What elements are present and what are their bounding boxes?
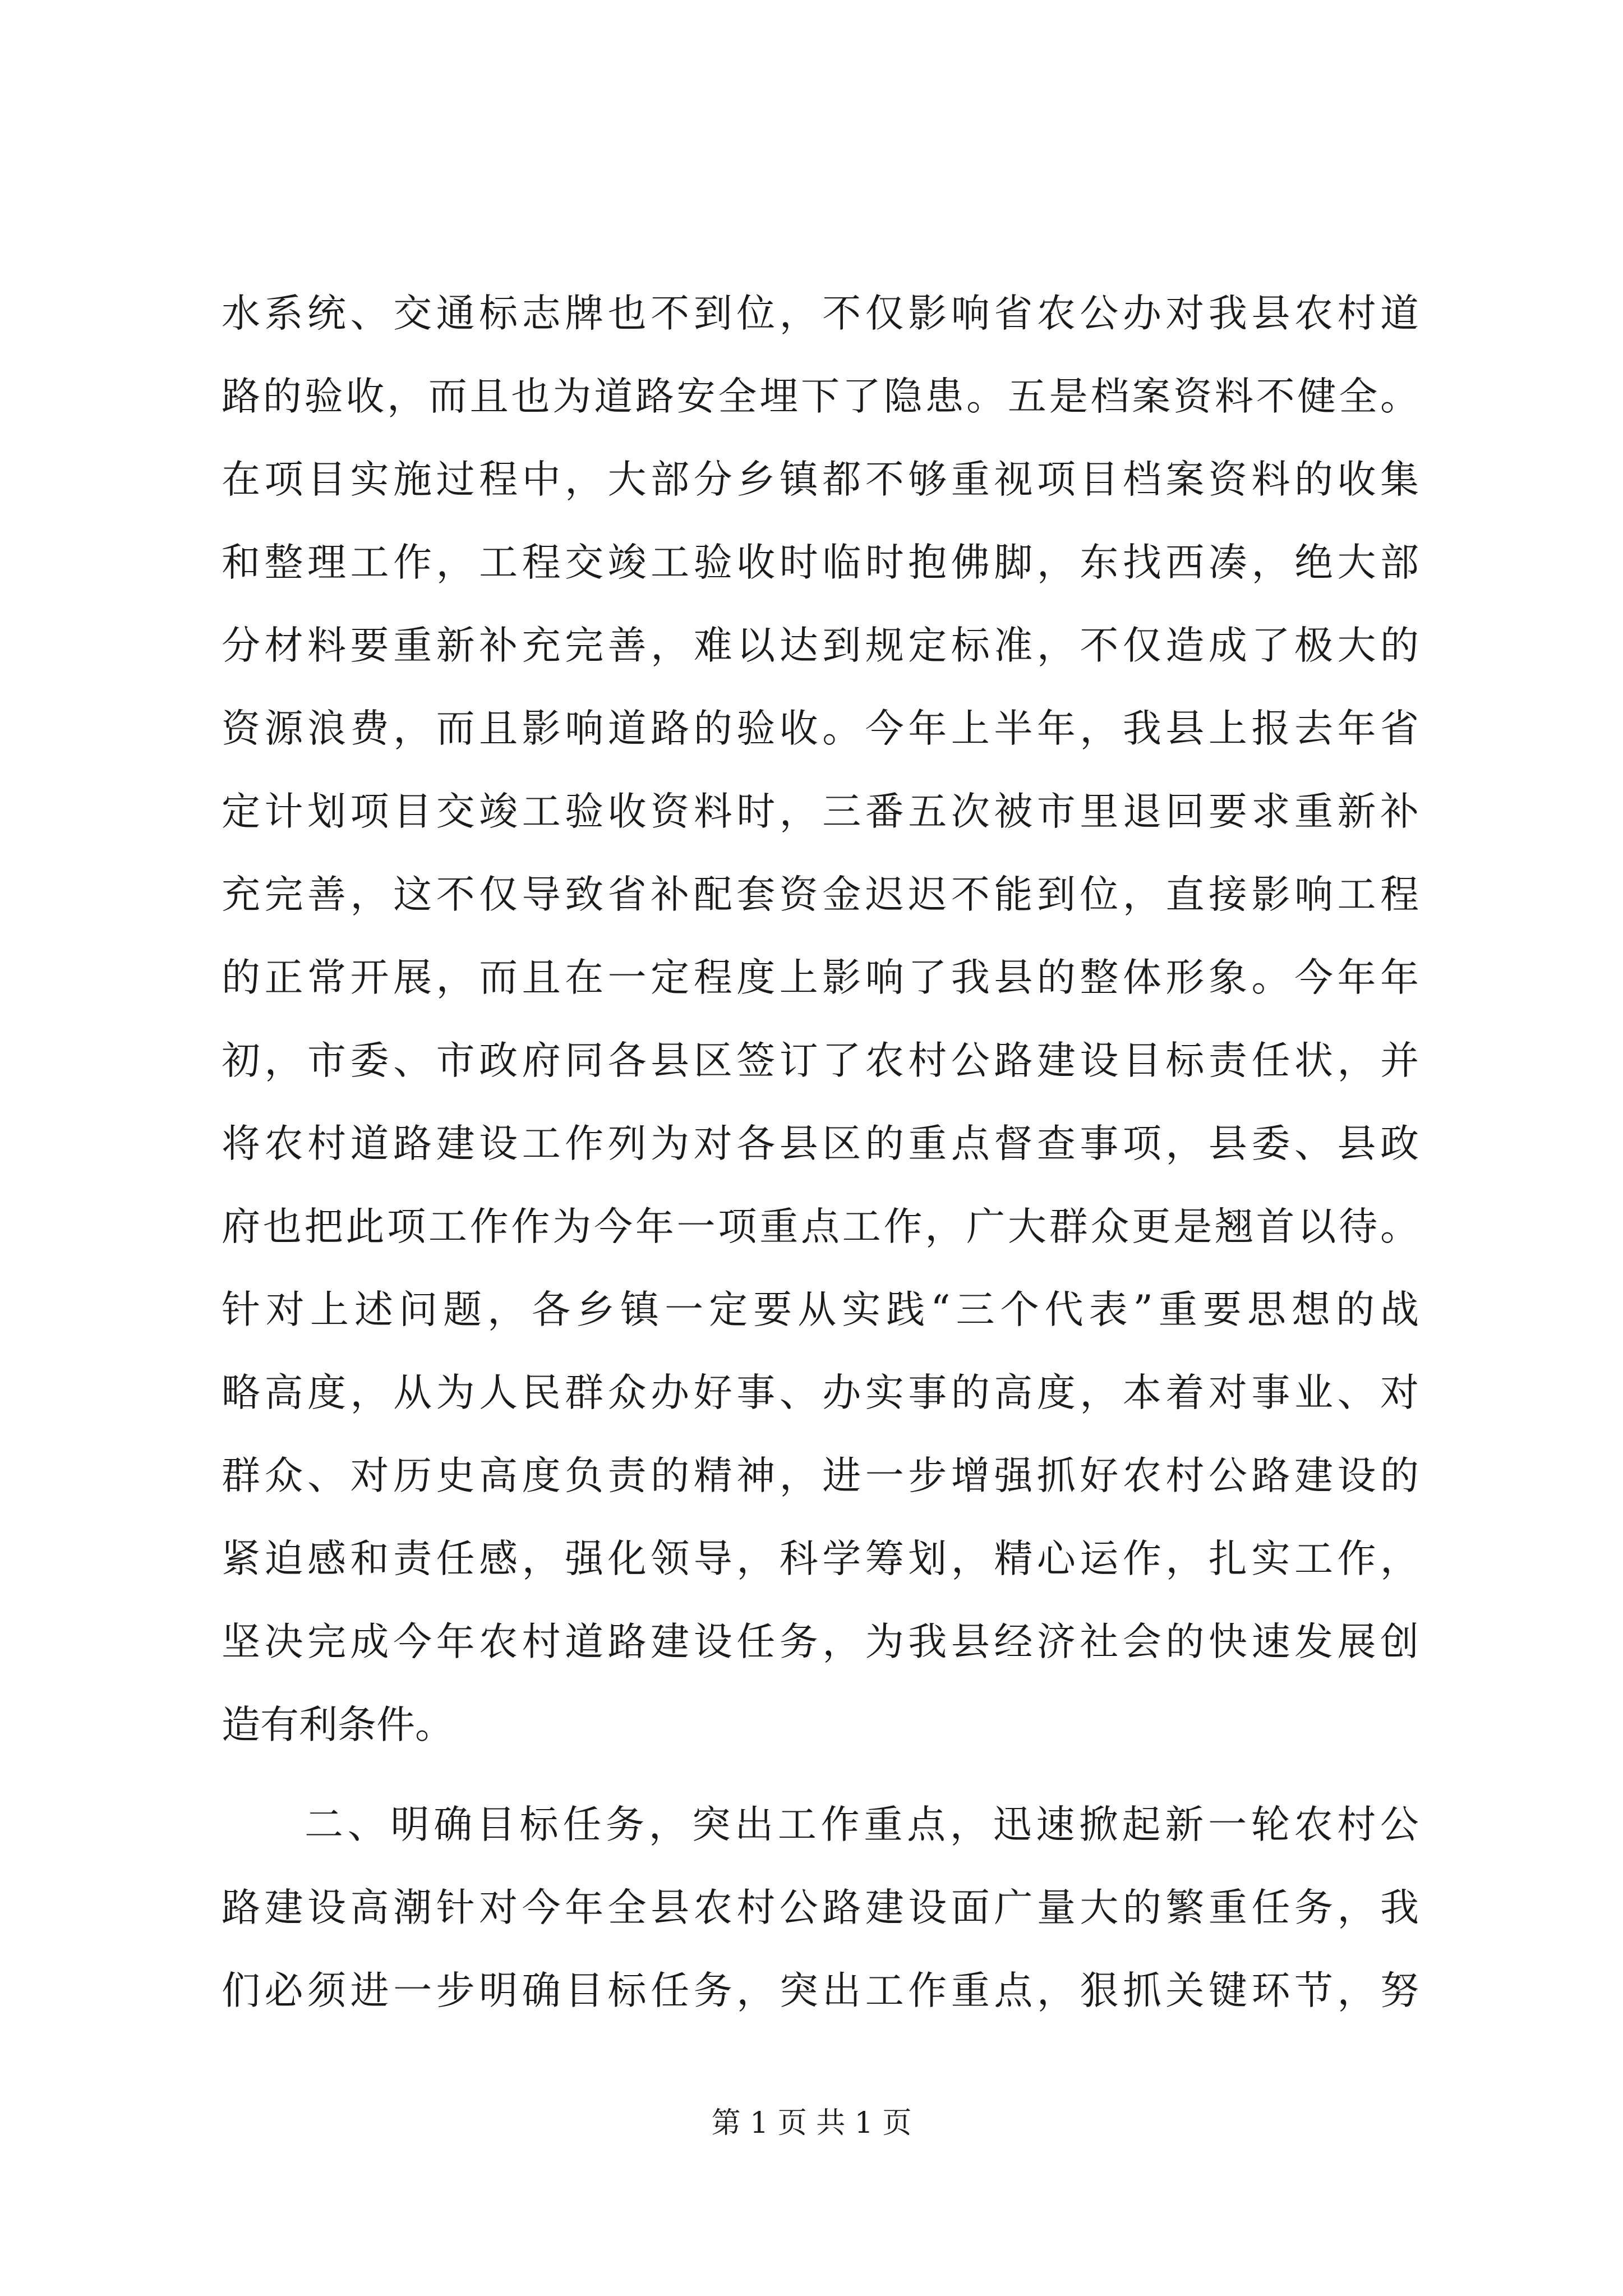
text-line: 针对上述问题，各乡镇一定要从实践“三个代表”重要思想的战 — [222, 1287, 1419, 1332]
paragraph-spacer — [222, 1766, 1419, 1783]
text-line: 水系统、交通标志牌也不到位，不仅影响省农公办对我县农村道 — [222, 291, 1419, 336]
document-body — [222, 272, 1419, 2032]
text-line: 坚决完成今年农村道路建设任务，为我县经济社会的快速发展创 — [222, 1619, 1419, 1664]
text-line: 的正常开展，而且在一定程度上影响了我县的整体形象。今年年 — [222, 955, 1419, 1000]
text-line: 在项目实施过程中，大部分乡镇都不够重视项目档案资料的收集 — [222, 457, 1419, 502]
paragraph-2 — [222, 1783, 1419, 2032]
text-line: 分材料要重新补充完善，难以达到规定标准，不仅造成了极大的 — [222, 623, 1419, 668]
text-line: 定计划项目交竣工验收资料时，三番五次被市里退回要求重新补 — [222, 789, 1419, 834]
text-line: 府也把此项工作作为今年一项重点工作，广大群众更是翘首以待。 — [222, 1204, 1419, 1249]
paragraph-1 — [222, 272, 1419, 1766]
text-line: 初，市委、市政府同各县区签订了农村公路建设目标责任状，并 — [222, 1038, 1419, 1083]
text-line: 造有利条件。 — [222, 1703, 454, 1747]
text-line: 群众、对历史高度负责的精神，进一步增强抓好农村公路建设的 — [222, 1453, 1419, 1498]
text-line: 二、明确目标任务，突出工作重点，迅速掀起新一轮农村公 — [305, 1802, 1419, 1847]
text-line: 和整理工作，工程交竣工验收时临时抱佛脚，东找西凑，绝大部 — [222, 540, 1419, 585]
text-line: 路的验收，而且也为道路安全埋下了隐患。五是档案资料不健全。 — [222, 374, 1419, 419]
text-line: 们必须进一步明确目标任务，突出工作重点，狠抓关键环节，努 — [222, 1968, 1419, 2013]
text-line: 略高度，从为人民群众办好事、办实事的高度，本着对事业、对 — [222, 1370, 1419, 1415]
text-line: 资源浪费，而且影响道路的验收。今年上半年，我县上报去年省 — [222, 706, 1419, 751]
text-line: 充完善，这不仅导致省补配套资金迟迟不能到位，直接影响工程 — [222, 872, 1419, 917]
text-line: 路建设高潮针对今年全县农村公路建设面广量大的繁重任务，我 — [222, 1885, 1419, 1930]
page-number-footer: 第 1 页 共 1 页 — [711, 2106, 912, 2140]
text-line: 将农村道路建设工作列为对各县区的重点督查事项，县委、县政 — [222, 1121, 1419, 1166]
text-line: 紧迫感和责任感，强化领导，科学筹划，精心运作，扎实工作， — [222, 1536, 1419, 1581]
